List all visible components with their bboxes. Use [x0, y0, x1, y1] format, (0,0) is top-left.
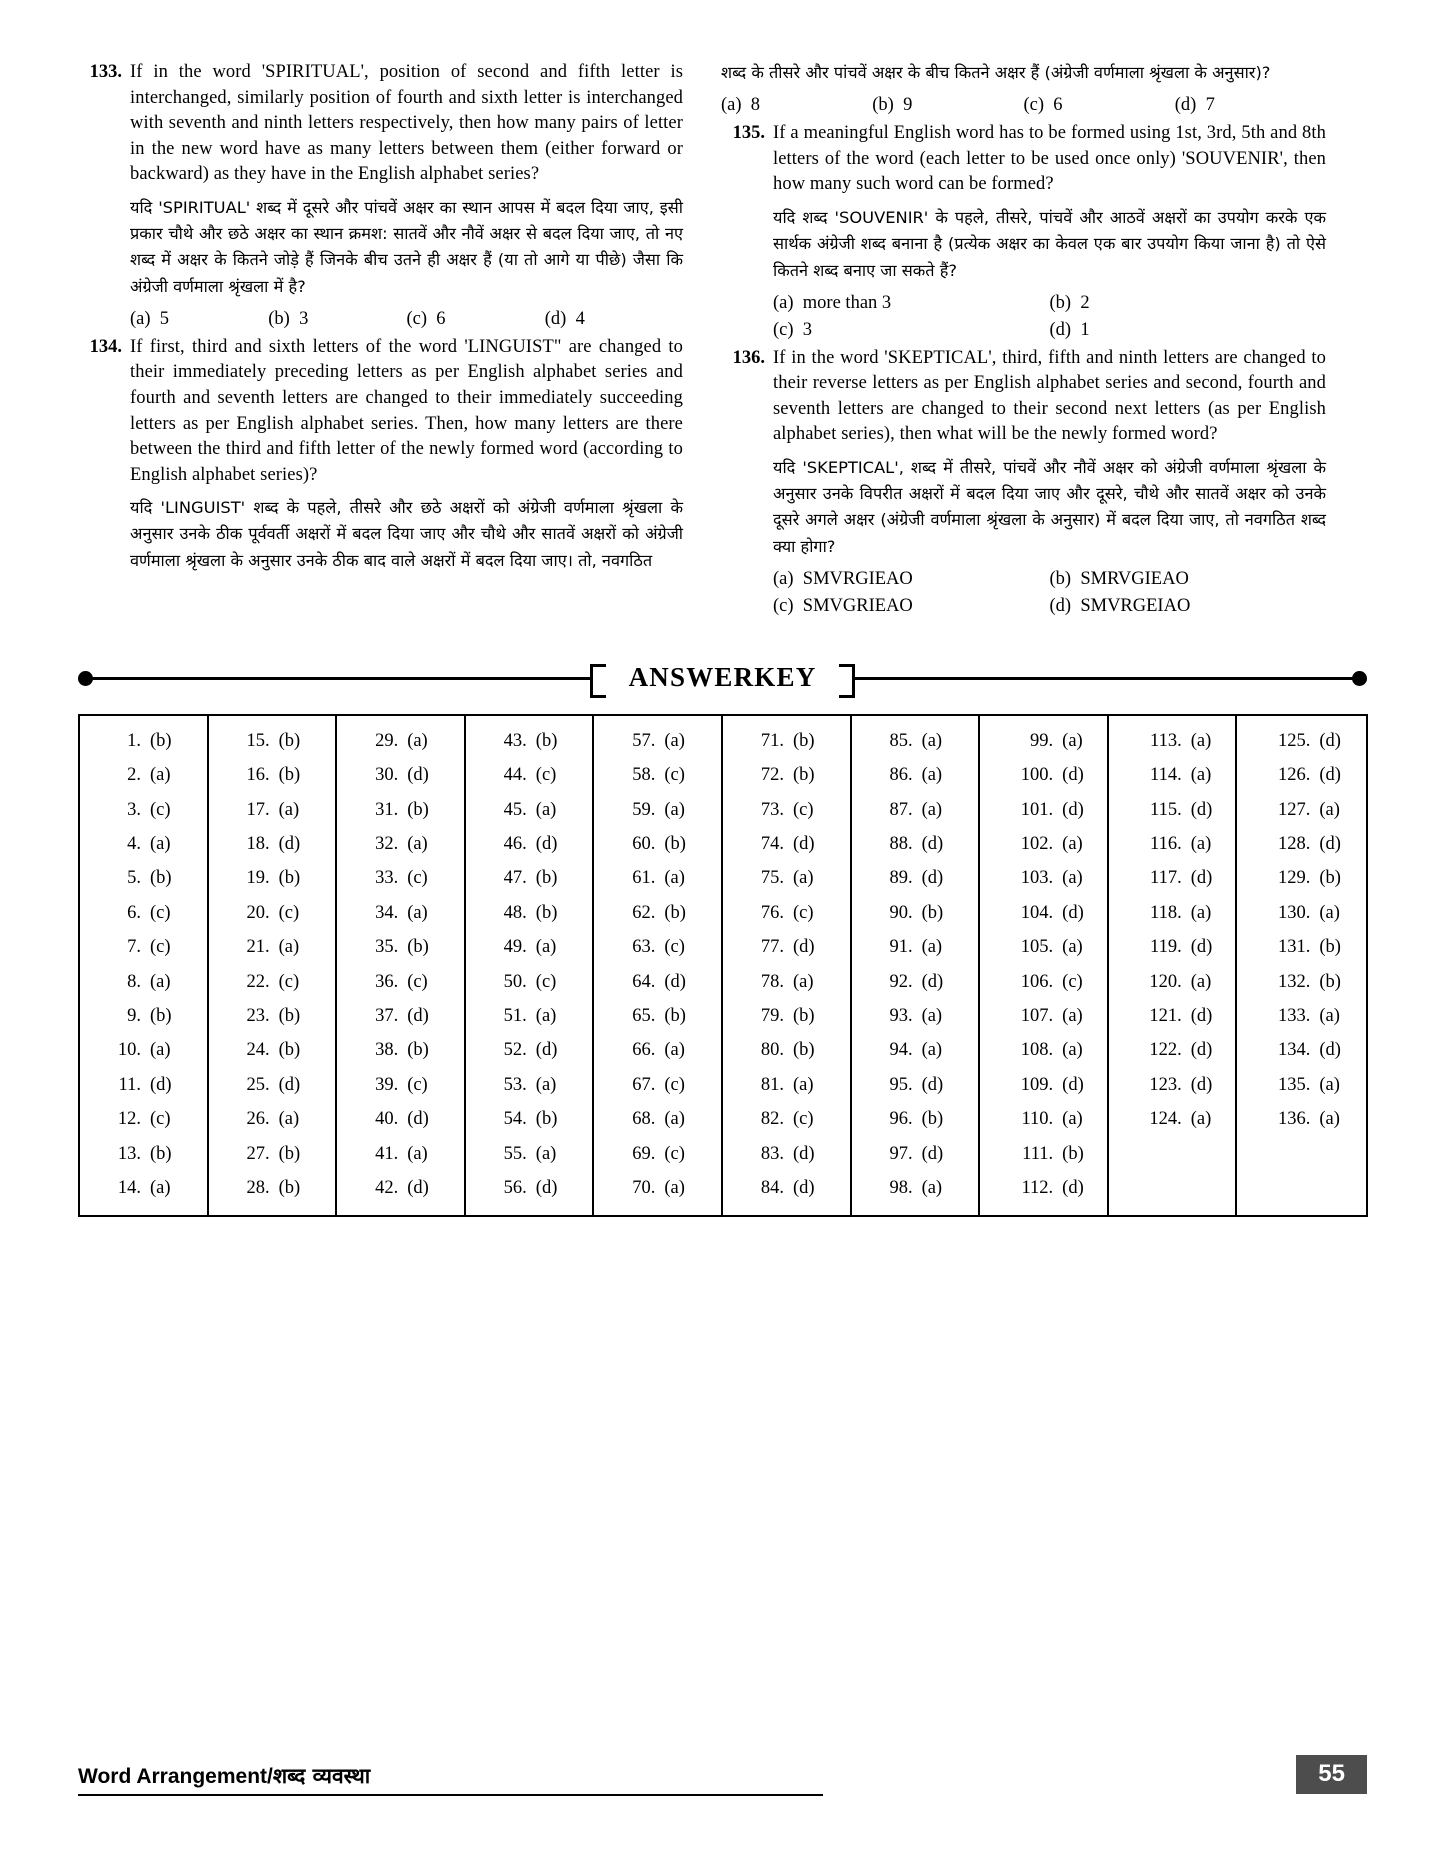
answer-row: 50. (c): [503, 971, 557, 992]
answer-row: 127. (a): [1277, 799, 1340, 820]
answer-row: 113. (a): [1150, 730, 1212, 751]
option-a[interactable]: (a) 5: [130, 309, 170, 330]
options-135: [773, 290, 1326, 344]
answer-row: 111. (b): [1022, 1143, 1084, 1164]
answer-row: 46. (d): [503, 834, 558, 855]
answer-column: [80, 716, 209, 1216]
right-column: [721, 60, 1326, 622]
options-134: [721, 92, 1326, 119]
option-b[interactable]: (b) 2: [1049, 292, 1090, 313]
answer-row: 71. (b): [760, 730, 815, 751]
answer-row: 120. (a): [1149, 971, 1212, 992]
question-number: 135.: [732, 123, 765, 144]
answer-row: 86. (a): [889, 765, 943, 786]
answer-key-table: [78, 714, 1368, 1218]
answer-row: 65. (b): [632, 1006, 686, 1027]
question-135: [721, 121, 1326, 343]
answer-row: 87. (a): [889, 799, 943, 820]
question-number: 136.: [732, 347, 765, 368]
option-d[interactable]: (d) SMVRGEIAO: [1049, 595, 1191, 616]
answer-row: 34. (a): [375, 902, 428, 923]
answer-row: 93. (a): [889, 1006, 943, 1027]
option-d[interactable]: (d) 4: [544, 309, 585, 330]
footer-title: [78, 1762, 1367, 1790]
answer-row: 85. (a): [889, 730, 943, 751]
answer-row: 60. (b): [632, 834, 686, 855]
answer-row: 56. (d): [503, 1178, 558, 1199]
answer-row: 63. (c): [632, 937, 685, 958]
answer-column: [1237, 716, 1366, 1216]
answer-row: 94. (a): [889, 1040, 943, 1061]
question-number: 133.: [89, 62, 122, 82]
answer-row: 47. (b): [503, 868, 558, 889]
answer-row: 7. (c): [127, 937, 171, 958]
option-b[interactable]: (b) SMRVGIEAO: [1049, 569, 1189, 590]
answer-row: 17. (a): [246, 799, 300, 820]
question-body: [773, 121, 1326, 343]
answer-row: 126. (d): [1277, 765, 1341, 786]
answer-row: 10. (a): [117, 1040, 171, 1061]
answer-row: 57. (a): [632, 730, 685, 751]
answer-row: 1. (b): [127, 730, 172, 751]
answer-row: 79. (b): [760, 1006, 815, 1027]
option-c[interactable]: (c) 6: [406, 309, 446, 330]
option-a[interactable]: (a) more than 3: [773, 292, 892, 313]
answer-row: 110. (a): [1021, 1109, 1083, 1130]
answer-row: 43. (b): [503, 730, 558, 751]
answer-row: 99. (a): [1030, 730, 1083, 751]
answer-row: 75. (a): [760, 868, 814, 889]
answer-row: 131. (b): [1277, 937, 1341, 958]
page-number: 55: [1296, 1755, 1367, 1794]
answer-row: 117. (d): [1150, 868, 1213, 889]
answer-row: 51. (a): [503, 1006, 557, 1027]
question-text-hi-continued: शब्द के तीसरे और पांचवें अक्षर के बीच कितने अक्षर हैं (अंग्रेजी वर्णमाला श्रृंखला के अनुसार)?: [721, 63, 1271, 82]
answer-row: 69. (c): [632, 1143, 685, 1164]
answer-row: 73. (c): [760, 799, 814, 820]
answer-row: 59. (a): [632, 799, 685, 820]
answer-row: 115. (d): [1150, 799, 1213, 820]
answer-column: [209, 716, 338, 1216]
question-text-hi: यदि 'SPIRITUAL' शब्द में दूसरे और पांचवें अक्षर का स्थान आपस में बदल दिया जाए, इसी प्रकार चौथे और छठे अक्षर का स्थान क्रमश: सातवें और नौवें अक्षर से बदल दिया जाए, तो नए शब्द में अक्षर के कितने जोड़े हैं जिनके बीच उतने ही अक्षर हैं (या तो आगे या पीछे) जैसा कि अंग्रेजी वर्णमाला श्रृंखला में है?: [130, 197, 683, 296]
question-134-continuation: [721, 60, 1326, 119]
question-body: [130, 335, 683, 574]
answer-row: 64. (d): [632, 971, 686, 992]
answer-row: 82. (c): [760, 1109, 814, 1130]
answer-row: 52. (d): [503, 1040, 558, 1061]
answer-row: 67. (c): [632, 1074, 685, 1095]
answer-row: 72. (b): [760, 765, 815, 786]
answer-row: [1109, 1171, 1236, 1205]
answer-column: [980, 716, 1109, 1216]
option-b[interactable]: (b) 3: [268, 309, 309, 330]
answer-row: 4. (a): [127, 834, 171, 855]
option-c[interactable]: (c) SMVGRIEAO: [773, 595, 913, 616]
answer-row: 35. (b): [375, 937, 429, 958]
answer-row: 31. (b): [375, 799, 429, 820]
question-body: [130, 60, 683, 333]
question-text-en: If first, third and sixth letters of the word 'LINGUIST" are changed to their immediately preceding letters as per English alphabet series and fourth and seventh letters are changed to their immediately succeeding letters as per English alphabet series. Then, how many letters are there between the third and fifth letter of the newly formed word (according to English alphabet series)?: [130, 336, 683, 485]
answer-row: 121. (d): [1149, 1006, 1213, 1027]
option-d[interactable]: (d) 1: [1049, 319, 1090, 340]
answer-row: 97. (d): [889, 1143, 944, 1164]
answer-row: 19. (b): [246, 868, 301, 889]
answer-key-title: ANSWERKEY: [628, 661, 817, 692]
answer-row: 39. (c): [375, 1074, 428, 1095]
option-a[interactable]: (a) 8: [721, 95, 761, 116]
answer-row: 114. (a): [1150, 765, 1212, 786]
answer-row: 116. (a): [1150, 834, 1212, 855]
answer-row: 40. (d): [375, 1109, 429, 1130]
answer-row: 15. (b): [246, 730, 301, 751]
footer-title-hi: शब्द व्यवस्था: [272, 1764, 371, 1788]
option-b[interactable]: (b) 9: [872, 95, 913, 116]
answer-row: 112. (d): [1021, 1178, 1084, 1199]
question-text-en: If a meaningful English word has to be formed using 1st, 3rd, 5th and 8th letters of the word (each letter to be used once only) 'SOUVENIR', then how many such word can be formed?: [773, 123, 1326, 195]
answer-row: 24. (b): [246, 1040, 301, 1061]
question-134: [78, 335, 683, 574]
answer-row: 32. (a): [375, 834, 428, 855]
answer-row: 6. (c): [127, 902, 171, 923]
answer-row: 42. (d): [375, 1178, 429, 1199]
answer-row: 8. (a): [127, 971, 171, 992]
answer-row: 66. (a): [632, 1040, 685, 1061]
answer-row: 106. (c): [1020, 971, 1083, 992]
answer-row: 96. (b): [889, 1109, 944, 1130]
options-136: [773, 566, 1326, 620]
answer-row: 125. (d): [1277, 730, 1341, 751]
answer-row: 95. (d): [889, 1074, 944, 1095]
question-text-en: If in the word 'SKEPTICAL', third, fifth and ninth letters are changed to their reverse letters as per English alphabet series and second, fourth and seventh letters are changed to their second next letters (as per English alphabet series), then what will be the newly formed word?: [773, 347, 1326, 445]
answer-row: 103. (a): [1020, 868, 1083, 889]
answer-row: 132. (b): [1277, 971, 1341, 992]
footer-rule: [78, 1794, 823, 1796]
answer-row: 9. (b): [127, 1006, 172, 1027]
answer-row: 104. (d): [1020, 902, 1084, 923]
answer-row: 130. (a): [1277, 902, 1340, 923]
options-133: [130, 306, 683, 333]
answer-row: 92. (d): [889, 971, 944, 992]
answer-row: 118. (a): [1150, 902, 1212, 923]
answer-row: 28. (b): [246, 1178, 301, 1199]
answer-row: 55. (a): [503, 1143, 557, 1164]
answer-row: [1109, 1137, 1236, 1171]
question-text-hi: यदि शब्द 'SOUVENIR' के पहले, तीसरे, पांचवें और आठवें अक्षरों का उपयोग करके एक सार्थक अंग्रेजी शब्द बनाना है (प्रत्येक अक्षर का केवल एक बार उपयोग किया जाना है) तो ऐसे कितने शब्द बनाए जा सकते हैं?: [773, 207, 1326, 280]
question-text-hi: यदि 'LINGUIST' शब्द के पहले, तीसरे और छठे अक्षरों को अंग्रेजी वर्णमाला श्रृंखला के अनुसार उनके ठीक पूर्ववर्ती अक्षरों में बदल दिया जाए और चौथे और सातवें अक्षरों को अंग्रेजी वर्णमाला श्रृंखला के अनुसार उनके ठीक बाद वाले अक्षरों में बदल दिया जाए। तो, नवगठित: [130, 498, 683, 570]
answer-row: 44. (c): [503, 765, 557, 786]
answer-row: 2. (a): [127, 765, 171, 786]
answer-row: 48. (b): [503, 902, 558, 923]
answer-row: 98. (a): [889, 1178, 943, 1199]
answer-row: 68. (a): [632, 1109, 685, 1130]
answer-key-banner: [78, 656, 1367, 700]
answer-row: 36. (c): [375, 971, 428, 992]
answer-row: 83. (d): [760, 1143, 815, 1164]
answer-row: 49. (a): [503, 937, 557, 958]
answer-column: [337, 716, 466, 1216]
question-number: 134.: [89, 336, 122, 357]
answer-row: 26. (a): [246, 1109, 300, 1130]
question-body: [773, 346, 1326, 620]
answer-row: 70. (a): [632, 1178, 685, 1199]
answer-row: 29. (a): [375, 730, 428, 751]
answer-row: [1237, 1137, 1366, 1171]
answer-row: 76. (c): [760, 902, 814, 923]
answer-row: 11. (d): [118, 1074, 172, 1095]
answer-row: 33. (c): [375, 868, 428, 889]
answer-row: 23. (b): [246, 1006, 301, 1027]
answer-row: 100. (d): [1020, 765, 1084, 786]
left-column: [78, 60, 683, 576]
footer-title-en: Word Arrangement/: [78, 1765, 273, 1788]
answer-row: 81. (a): [760, 1074, 814, 1095]
answer-row: 30. (d): [375, 765, 429, 786]
question-body: [721, 60, 1326, 119]
answer-column: [852, 716, 981, 1216]
answer-row: 16. (b): [246, 765, 301, 786]
answer-row: 5. (b): [127, 868, 172, 889]
answer-row: 20. (c): [246, 902, 300, 923]
two-column-body: [78, 60, 1367, 622]
answer-row: 12. (c): [117, 1109, 171, 1130]
answer-row: 14. (a): [117, 1178, 171, 1199]
answer-column: [594, 716, 723, 1216]
answer-row: 84. (d): [760, 1178, 815, 1199]
answer-row: 61. (a): [632, 868, 685, 889]
answer-row: 107. (a): [1020, 1006, 1083, 1027]
answer-row: 133. (a): [1277, 1006, 1340, 1027]
answer-row: 134. (d): [1277, 1040, 1341, 1061]
answer-row: 90. (b): [889, 902, 944, 923]
answer-row: 91. (a): [889, 937, 943, 958]
answer-row: 109. (d): [1020, 1074, 1084, 1095]
answer-row: 22. (c): [246, 971, 300, 992]
answer-row: 58. (c): [632, 765, 685, 786]
answer-row: 102. (a): [1020, 834, 1083, 855]
answer-row: 123. (d): [1149, 1074, 1213, 1095]
option-d[interactable]: (d) 7: [1174, 95, 1215, 116]
answer-row: 88. (d): [889, 834, 944, 855]
answer-row: [1237, 1171, 1366, 1205]
answer-row: 136. (a): [1277, 1109, 1340, 1130]
answer-row: 122. (d): [1149, 1040, 1213, 1061]
question-text-hi: यदि 'SKEPTICAL', शब्द में तीसरे, पांचवें और नौवें अक्षर को अंग्रेजी वर्णमाला श्रृंखला के अनुसार उनके विपरीत अक्षरों में बदल दिया जाए और दूसरे, चौथे और सातवें अक्षर को उनके दूसरे अगले अक्षर (अंग्रेजी वर्णमाला श्रृंखला के अनुसार) में बदल दिया जाए, तो नवगठित शब्द क्या होगा?: [773, 457, 1326, 556]
answer-row: 101. (d): [1020, 799, 1084, 820]
question-136: [721, 346, 1326, 620]
answer-row: 119. (d): [1150, 937, 1213, 958]
answer-column: [466, 716, 595, 1216]
option-c[interactable]: (c) 3: [773, 319, 813, 340]
answer-row: 108. (a): [1020, 1040, 1083, 1061]
answer-row: 80. (b): [760, 1040, 815, 1061]
answer-row: 135. (a): [1277, 1074, 1340, 1095]
answer-row: 62. (b): [632, 902, 686, 923]
answer-row: 27. (b): [246, 1143, 301, 1164]
question-text-en: If in the word 'SPIRITUAL', position of second and fifth letter is interchanged, similarly position of fourth and sixth letter is interchanged with seventh and ninth letters respectively, then how many pairs of letter in the new word have as many letters between them (either forward or backward) as they have in the English alphabet series?: [130, 62, 683, 185]
answer-row: 124. (a): [1149, 1109, 1212, 1130]
question-133: [78, 60, 683, 333]
answer-row: 74. (d): [760, 834, 815, 855]
answer-row: 129. (b): [1277, 868, 1341, 889]
answer-row: 53. (a): [503, 1074, 557, 1095]
answer-row: 128. (d): [1277, 834, 1341, 855]
answer-row: 18. (d): [246, 834, 301, 855]
answer-row: 38. (b): [375, 1040, 429, 1061]
answer-row: 77. (d): [760, 937, 815, 958]
answer-row: 25. (d): [246, 1074, 301, 1095]
page-footer: [78, 1762, 1367, 1796]
answer-row: 78. (a): [760, 971, 814, 992]
answer-row: 37. (d): [375, 1006, 429, 1027]
answer-row: 105. (a): [1020, 937, 1083, 958]
option-c[interactable]: (c) 6: [1023, 95, 1063, 116]
answer-row: 54. (b): [503, 1109, 558, 1130]
answer-column: [1109, 716, 1238, 1216]
answer-row: 13. (b): [117, 1143, 172, 1164]
answer-row: 41. (a): [375, 1143, 428, 1164]
option-a[interactable]: (a) SMVRGIEAO: [773, 569, 913, 590]
answer-row: 3. (c): [127, 799, 171, 820]
answer-row: 45. (a): [503, 799, 557, 820]
answer-column: [723, 716, 852, 1216]
answer-row: 89. (d): [889, 868, 944, 889]
answer-row: 21. (a): [246, 937, 300, 958]
